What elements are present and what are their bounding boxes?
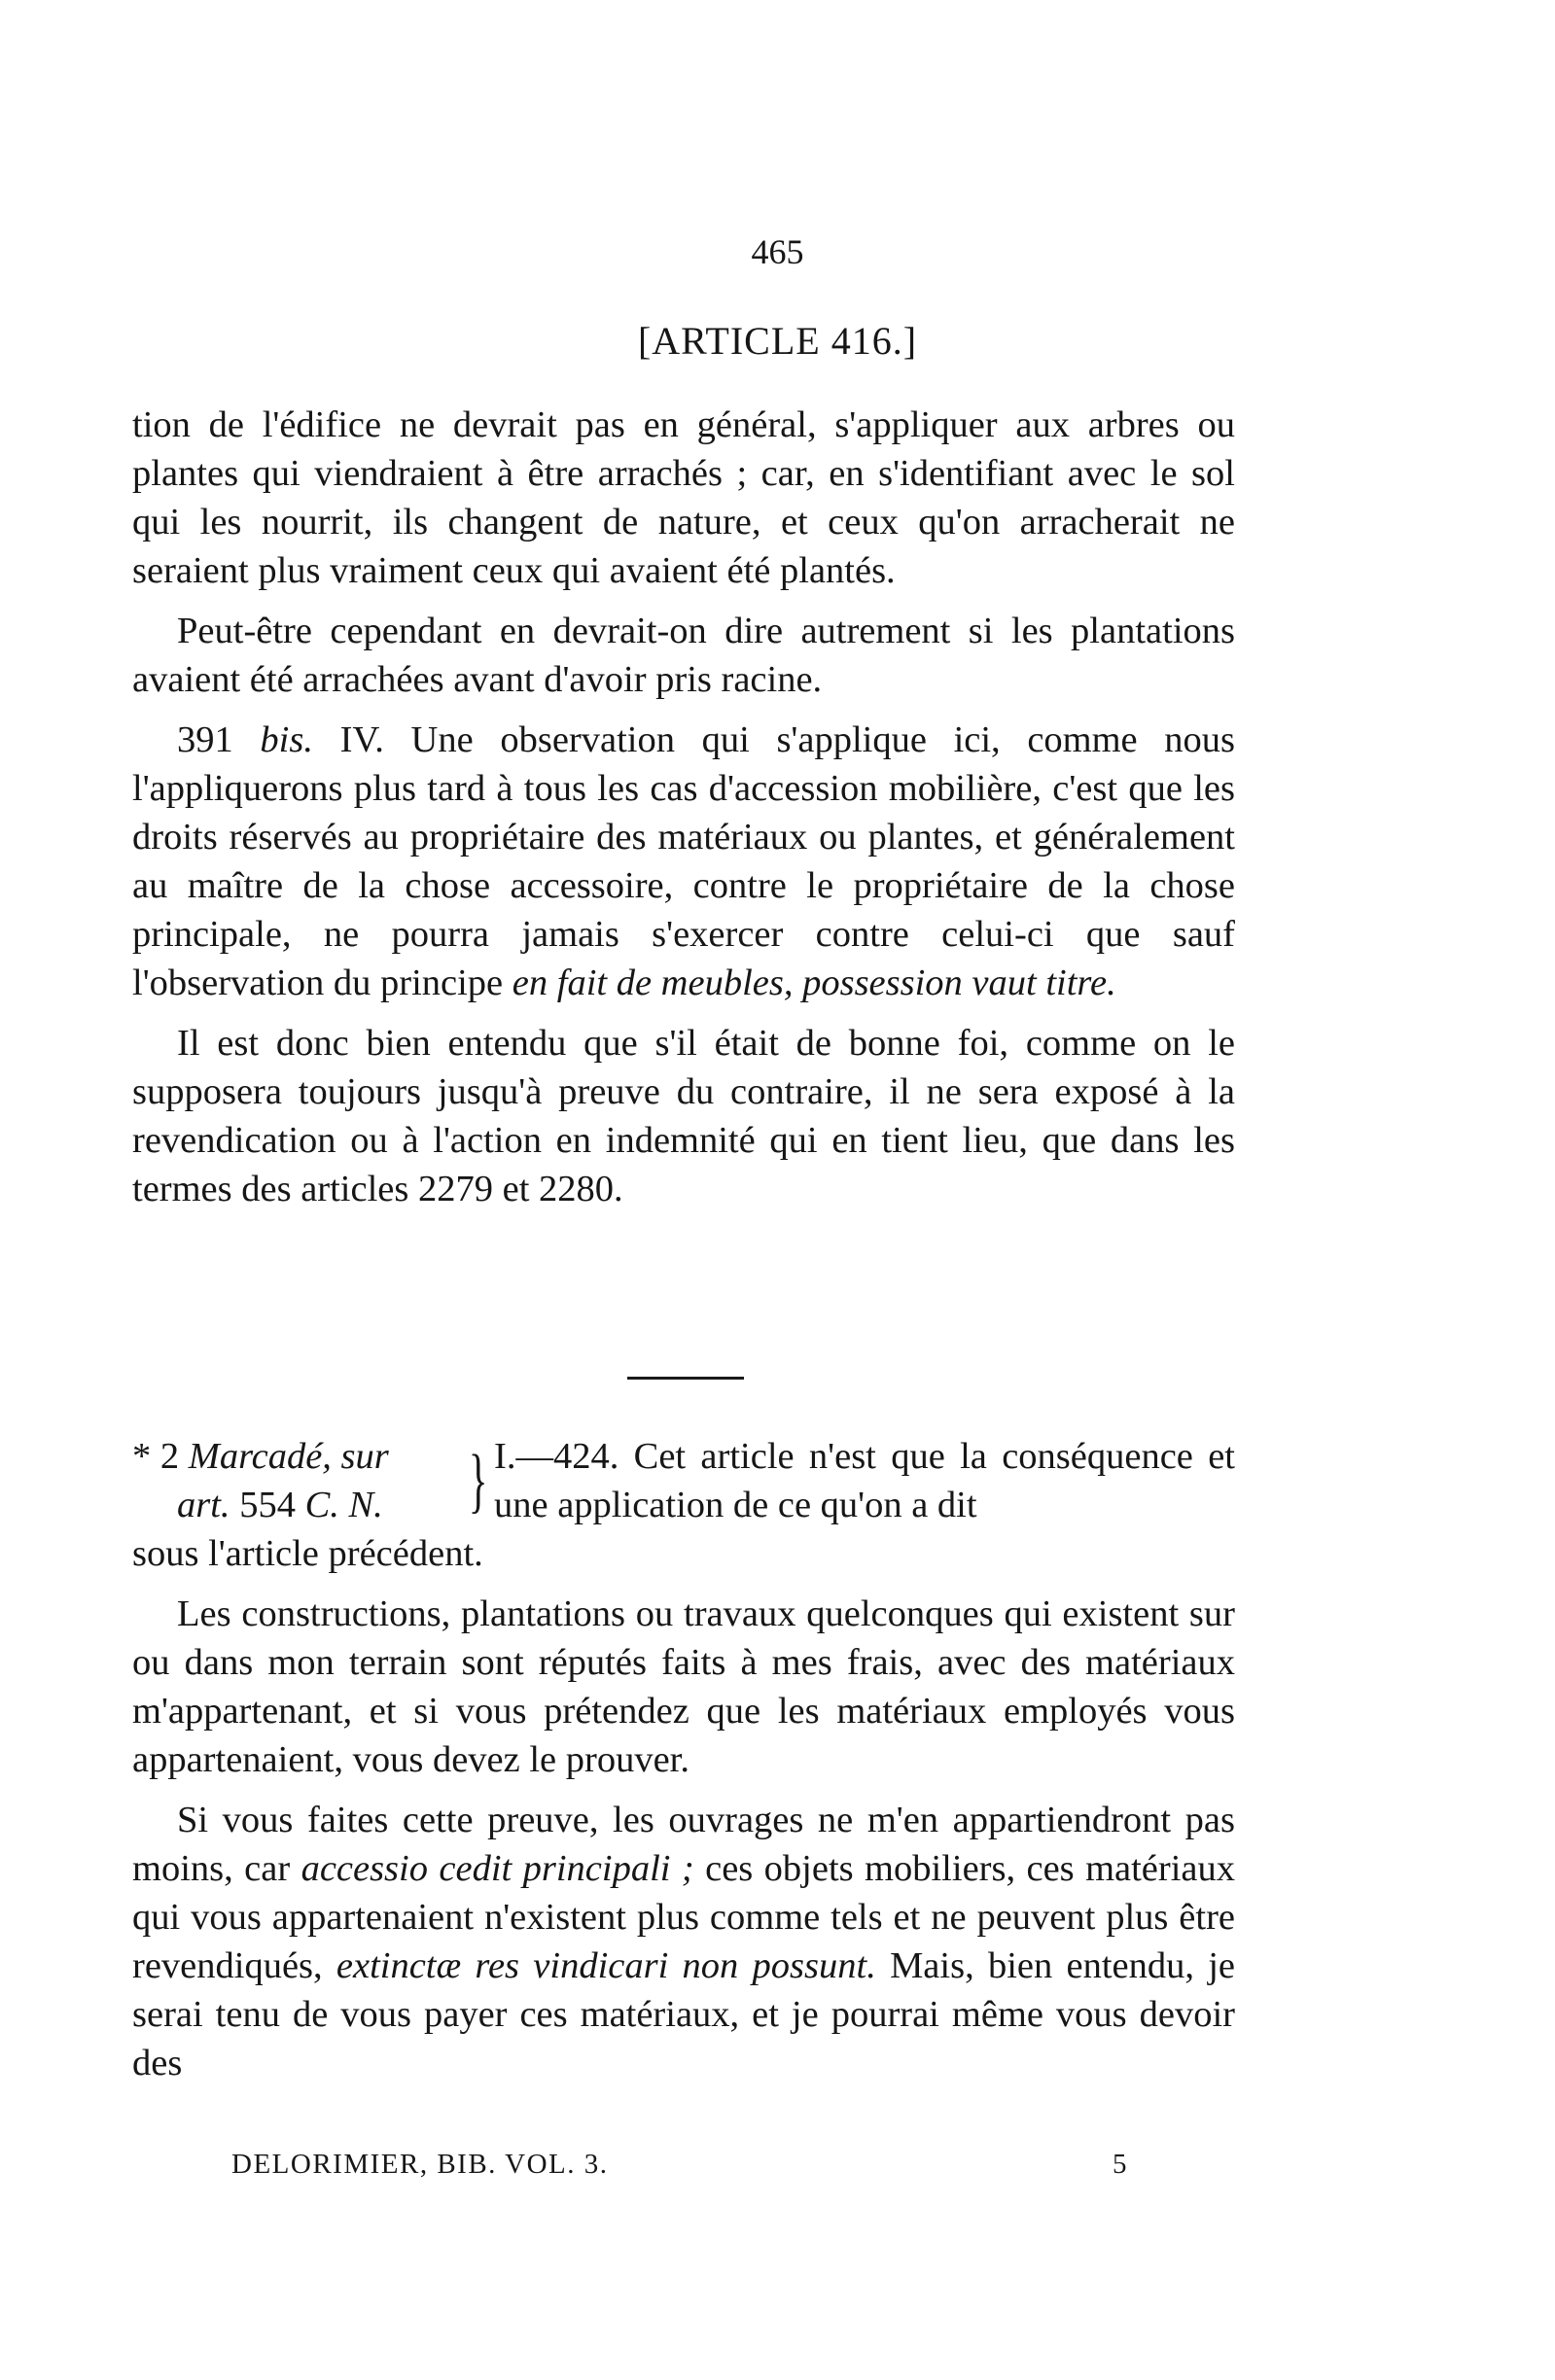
page-footer	[231, 2149, 1128, 2181]
section-bis: bis.	[260, 719, 313, 760]
paragraph-6-part-a: Si vous faites cette preuve, les ouvrages ne m'en appartiendront pas moins, car	[132, 1800, 1235, 1889]
paragraph-3	[132, 716, 1235, 1007]
reference-code: C. N.	[304, 1485, 383, 1525]
brace-icon: }	[468, 1441, 488, 1521]
page-number: 465	[751, 232, 804, 271]
source-reference-row	[132, 1432, 1235, 1529]
maxim-italic: en fait de meubles, possession vaut titre.	[512, 962, 1116, 1003]
footer-signature: DELORIMIER, BIB. VOL. 3.	[231, 2149, 609, 2180]
reference-art-number: 554	[239, 1485, 296, 1525]
section-number: 391	[177, 719, 233, 760]
maxim-extinctae: extinctæ res vindicari non possunt.	[336, 1945, 876, 1986]
footer-signature-number: 5	[1113, 2149, 1128, 2180]
reference-paragraph-start: I.—424. Cet article n'est que la conséquence et une application de ce qu'on a dit	[494, 1436, 1235, 1525]
paragraph-6-part-b: ces objets mobiliers, ces matériaux qui vous appartenaient n'existent plus comme tels et ne peuvent plus être revendiqués,	[132, 1848, 1235, 1986]
reference-star: * 2	[132, 1436, 180, 1477]
source-reference	[132, 1432, 463, 1529]
commentary-block-b	[132, 1432, 1235, 2087]
reference-author: Marcadé, sur	[188, 1436, 389, 1477]
paragraph-3-text: IV. Une observation qui s'applique ici, comme nous l'appliquerons plus tard à tous les cas d'accession mobilière, c'est que les droits réservés au propriétaire des matériaux ou plantes, et généralement au maître de la chose accessoire, contre le propriétaire de la chose principale, ne pourra jamais s'exercer contre celui-ci que sauf l'observation du principe	[132, 719, 1236, 1003]
article-heading: [ARTICLE 416.]	[637, 319, 918, 363]
paragraph-5: Les constructions, plantations ou travaux quelconques qui existent sur ou dans mon terrain sont réputés faits à mes frais, avec des matériaux m'appartenant, et si vous prétendez que les matériaux employés vous appartenaient, vous devez le prouver.	[132, 1593, 1235, 1780]
paragraph-2: Peut-être cependant en devrait-on dire autrement si les plantations avaient été arrachées avant d'avoir pris racine.	[132, 611, 1235, 700]
reference-art-label: art.	[177, 1485, 230, 1525]
paragraph-6	[132, 1796, 1235, 2087]
paragraph-6-part-c: Mais, bien entendu, je serai tenu de vous payer ces matériaux, et je pourrai même vous devoir des	[132, 1945, 1236, 2083]
paragraph-1: tion de l'édifice ne devrait pas en général, s'appliquer aux arbres ou plantes qui viendraient à être arrachés ; car, en s'identifiant avec le sol qui les nourrit, ils changent de nature, et ceux qu'on arracherait ne seraient plus vraiment ceux qui avaient été plantés.	[132, 404, 1235, 591]
reference-paragraph-cont: sous l'article précédent.	[132, 1533, 483, 1574]
maxim-accessio: accessio cedit principali ;	[300, 1848, 694, 1889]
paragraph-4: Il est donc bien entendu que s'il était de bonne foi, comme on le supposera toujours jusqu'à preuve du contraire, il ne sera exposé à la revendication ou à l'action en indemnité qui en tient lieu, que dans les termes des articles 2279 et 2280.	[132, 1023, 1235, 1209]
commentary-block-a	[132, 401, 1235, 1213]
section-separator	[627, 1377, 744, 1380]
